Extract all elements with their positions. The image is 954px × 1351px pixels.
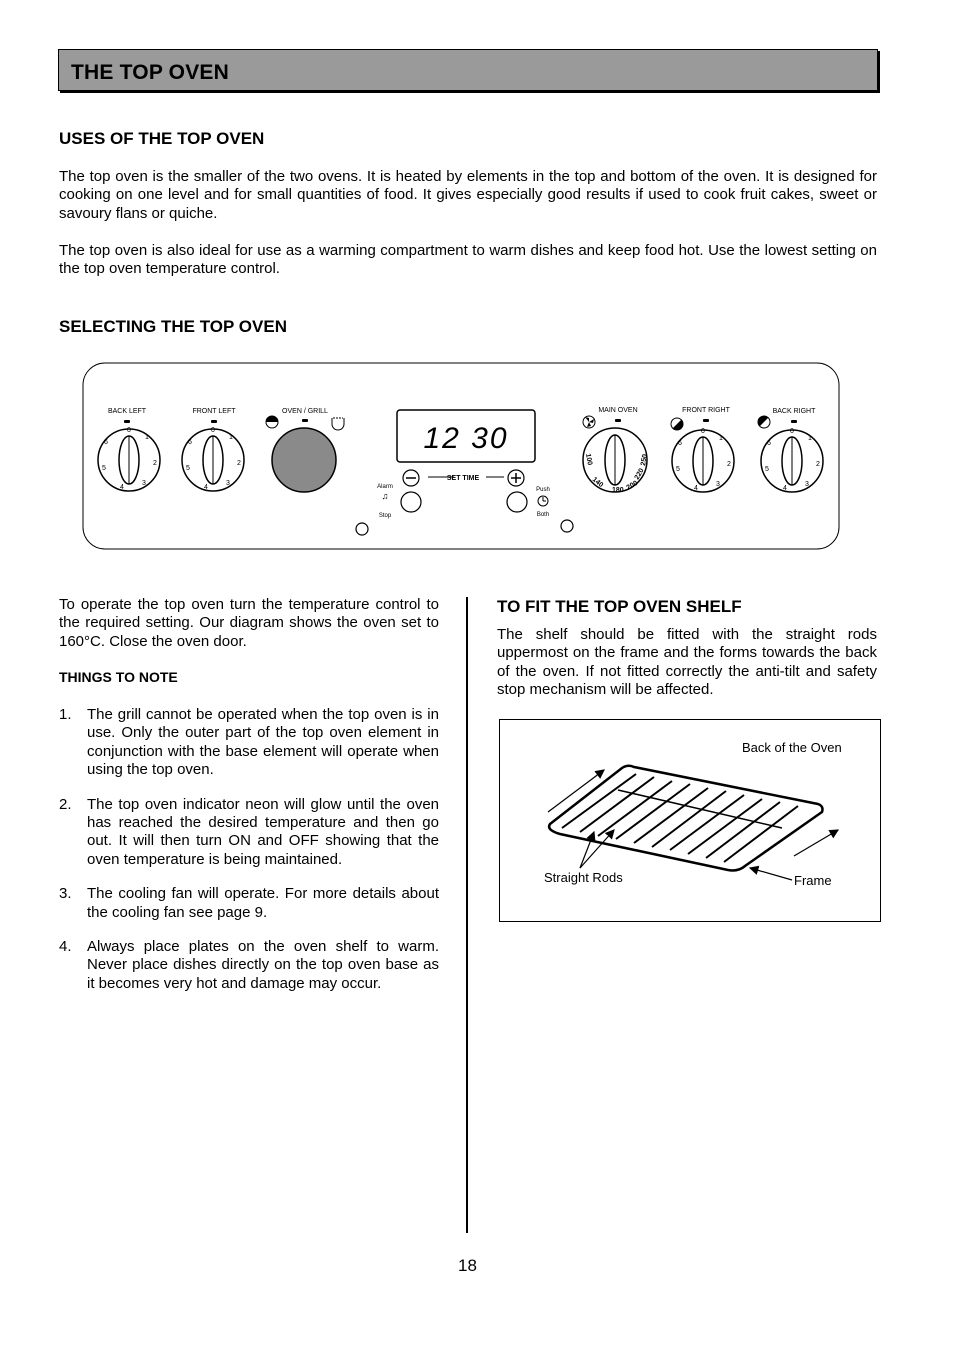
control-panel-diagram xyxy=(82,362,840,550)
main-oven-neon xyxy=(561,520,573,532)
bell-icon: ♫ xyxy=(381,491,389,501)
shelf-paragraph: The shelf should be fitted with the straight rods uppermost on the frame and the forms towards the back of the oven. If not fitted correctly the anti-tilt and safety stop mechanism will be affected. xyxy=(497,626,877,699)
page-number: 18 xyxy=(458,1256,477,1275)
svg-text:0: 0 xyxy=(211,427,215,434)
grill-half-icon xyxy=(266,416,278,428)
notes-list xyxy=(59,706,439,1009)
svg-text:180: 180 xyxy=(612,487,624,494)
svg-text:4: 4 xyxy=(204,484,208,491)
frame-label: Frame xyxy=(794,873,832,888)
svg-text:5: 5 xyxy=(102,465,106,472)
label-stop: Stop xyxy=(378,513,392,519)
svg-text:1: 1 xyxy=(145,434,149,441)
clock-time: 12 30 xyxy=(423,422,509,455)
svg-text:220: 220 xyxy=(633,467,646,481)
svg-text:2: 2 xyxy=(816,461,820,468)
svg-text:4: 4 xyxy=(783,485,787,492)
label-main-oven: MAIN OVEN xyxy=(598,407,638,414)
uses-paragraph-1: The top oven is the smaller of the two ovens. It is heated by elements in the top and bottom of the oven. It is designed for cooking on one level and for small quantities of food. It gives especially good results if used to cook fruit cakes, sweet or savoury flans or quiche. xyxy=(59,168,877,222)
svg-text:1: 1 xyxy=(719,435,723,442)
svg-text:4: 4 xyxy=(694,485,698,492)
svg-text:3: 3 xyxy=(805,481,809,488)
svg-text:250: 250 xyxy=(640,453,649,467)
knob-oven-grill xyxy=(272,428,336,492)
page-title: THE TOP OVEN xyxy=(71,61,229,84)
uses-heading: USES OF THE TOP OVEN xyxy=(59,129,265,148)
column-divider xyxy=(466,597,468,1233)
label-both: Both xyxy=(536,512,550,518)
clock-icon xyxy=(538,496,548,506)
list-item: 2. The top oven indicator neon will glow until the oven has reached the desired temperature and then go out. It will then turn ON and OFF showing that the oven temperature is being maintained. xyxy=(59,795,439,868)
top-oven-neon xyxy=(356,523,368,535)
list-item: 1. The grill cannot be operated when the top oven is in use. Only the outer part of the top oven element in conjunction with the base element will operate when using the top oven. xyxy=(59,706,439,779)
svg-text:6: 6 xyxy=(188,439,192,446)
svg-text:5: 5 xyxy=(676,466,680,473)
label-back-left: BACK LEFT xyxy=(107,408,147,415)
svg-text:2: 2 xyxy=(153,460,157,467)
push-both-button xyxy=(507,492,527,512)
shelf-heading: TO FIT THE TOP OVEN SHELF xyxy=(497,597,742,616)
svg-text:3: 3 xyxy=(716,481,720,488)
svg-text:3: 3 xyxy=(142,480,146,487)
svg-text:5: 5 xyxy=(765,466,769,473)
fan-icon xyxy=(583,416,595,428)
label-back-right: BACK RIGHT xyxy=(772,408,816,415)
shelf-drawing xyxy=(500,720,880,921)
list-item: 4. Always place plates on the oven shelf to warm. Never place dishes directly on the top oven base as it becomes very hot and damage may occur. xyxy=(59,938,439,992)
title-banner xyxy=(58,49,878,91)
svg-text:200: 200 xyxy=(625,479,640,492)
straight-rods-label: Straight Rods xyxy=(544,870,623,885)
alarm-stop-button xyxy=(401,492,421,512)
shelf-figure xyxy=(499,719,881,922)
svg-text:2: 2 xyxy=(237,460,241,467)
svg-text:6: 6 xyxy=(767,440,771,447)
label-set-time: SET TIME xyxy=(446,475,480,482)
list-item: 3. The cooling fan will operate. For more details about the cooling fan see page 9. xyxy=(59,885,439,921)
svg-text:3: 3 xyxy=(226,480,230,487)
label-push: Push xyxy=(536,487,550,493)
selecting-heading: SELECTING THE TOP OVEN xyxy=(59,317,287,336)
back-of-oven-label: Back of the Oven xyxy=(742,740,842,755)
minus-button-icon xyxy=(403,470,419,486)
svg-text:100: 100 xyxy=(584,453,593,466)
svg-text:0: 0 xyxy=(790,428,794,435)
notes-heading: THINGS TO NOTE xyxy=(59,669,178,685)
label-front-right: FRONT RIGHT xyxy=(682,407,730,414)
svg-text:0: 0 xyxy=(127,427,131,434)
label-oven-grill: OVEN / GRILL xyxy=(282,408,328,415)
svg-text:1: 1 xyxy=(808,435,812,442)
svg-text:0: 0 xyxy=(701,428,705,435)
svg-text:140: 140 xyxy=(590,476,605,490)
svg-text:1: 1 xyxy=(229,434,233,441)
svg-text:5: 5 xyxy=(186,465,190,472)
svg-text:6: 6 xyxy=(678,440,682,447)
svg-text:2: 2 xyxy=(727,461,731,468)
svg-text:4: 4 xyxy=(120,484,124,491)
selecting-intro: To operate the top oven turn the temperature control to the required setting. Our diagram shows the oven set to 160°C. Close the oven door. xyxy=(59,596,439,650)
label-front-left: FRONT LEFT xyxy=(192,408,236,415)
svg-text:6: 6 xyxy=(104,439,108,446)
plus-button-icon xyxy=(508,470,524,486)
uses-paragraph-2: The top oven is also ideal for use as a warming compartment to warm dishes and keep food hot. Use the lowest setting on the top oven temperature control. xyxy=(59,242,877,278)
label-alarm: Alarm xyxy=(377,484,393,490)
